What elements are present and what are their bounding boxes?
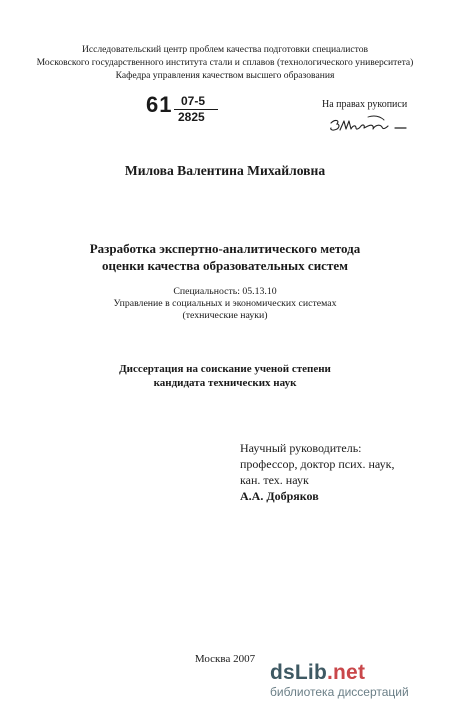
supervisor-position: профессор, доктор псих. наук, — [240, 457, 395, 471]
degree-line-2: кандидата технических наук — [153, 377, 297, 389]
watermark-tagline: библиотека диссертаций — [270, 685, 409, 699]
library-code-bottom: 2825 — [178, 110, 205, 124]
dissertation-title-line-1: Разработка экспертно-аналитического метода — [89, 241, 361, 256]
supervisor-label: Научный руководитель: — [240, 441, 362, 455]
watermark-site-dark: dsLib — [270, 661, 327, 684]
supervisor-block — [240, 440, 394, 504]
supervisor-name: А.А. Добряков — [240, 489, 319, 503]
specialty-code: Специальность: 05.13.10 — [173, 286, 277, 297]
dissertation-title-line-2: оценки качества образовательных систем — [102, 258, 348, 273]
author-name: Милова Валентина Михайловна — [124, 163, 326, 178]
institution-line-2: Московского государственного института стали и сплавов (технологического университета) — [36, 57, 414, 68]
watermark-site-red: .net — [327, 661, 366, 684]
library-code-prefix: 61 — [146, 92, 173, 117]
city-year: Москва 2007 — [194, 653, 256, 665]
institution-line-1: Исследовательский центр проблем качества подготовки специалистов — [81, 44, 369, 55]
degree-line-1: Диссертация на соискание ученой степени — [119, 363, 331, 375]
signature-image — [328, 114, 408, 136]
department-line: Кафедра управления качеством высшего образования — [115, 70, 335, 81]
specialty-name: Управление в социальных и экономических системах — [113, 298, 337, 309]
supervisor-degree: кан. тех. наук — [240, 473, 309, 487]
specialty-branch: (технические науки) — [182, 310, 268, 321]
library-code-top: 07-5 — [181, 94, 206, 108]
manuscript-rights-label: На правах рукописи — [322, 99, 408, 110]
watermark-site-name — [270, 661, 365, 685]
